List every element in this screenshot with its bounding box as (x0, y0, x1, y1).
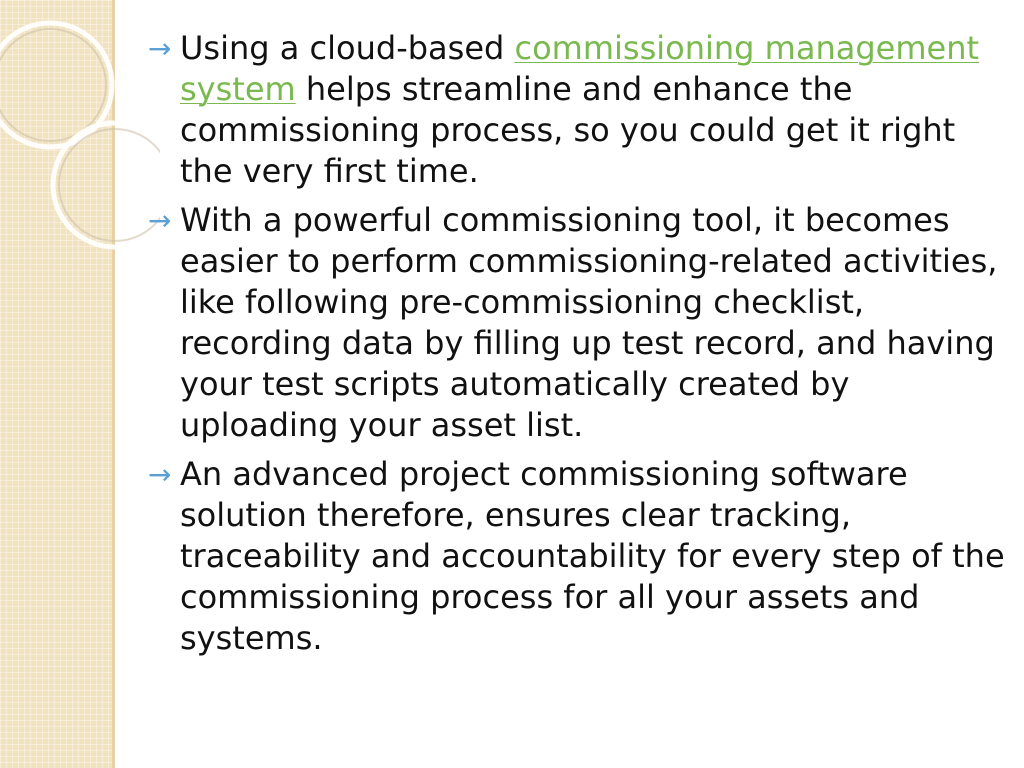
decorative-ring-upper-shadow (0, 29, 106, 141)
arrow-bullet-icon: → (148, 32, 172, 65)
decorative-ring-lower-shadow (59, 129, 160, 241)
commissioning-management-system-link[interactable]: commissioning management system (180, 29, 980, 108)
bullet-text-before-link: Using a cloud-based (180, 29, 515, 67)
decorative-rings (0, 0, 160, 260)
bullet-text: With a powerful commissioning tool, it becomes easier to perform commissioning-related activities, like following pre-commissioning checklist, recording data by filling up test record, and having your test scripts automatically created by uploading your asset list. (180, 201, 998, 444)
bullet-item-1 (148, 28, 1008, 192)
arrow-bullet-icon: → (148, 458, 172, 491)
bullet-text-after-link: helps streamline and enhance the commissioning process, so you could get it right the very first time. (180, 70, 956, 190)
arrow-bullet-icon: → (148, 204, 172, 237)
bullet-item-2 (148, 200, 1008, 446)
bullet-text: An advanced project commissioning software solution therefore, ensures clear tracking, traceability and accountability for every step of the commissioning process for all your assets and systems. (180, 455, 1005, 657)
bullet-item-3 (148, 454, 1008, 659)
decorative-ring-lower (53, 123, 160, 247)
bullet-list (148, 28, 1008, 667)
